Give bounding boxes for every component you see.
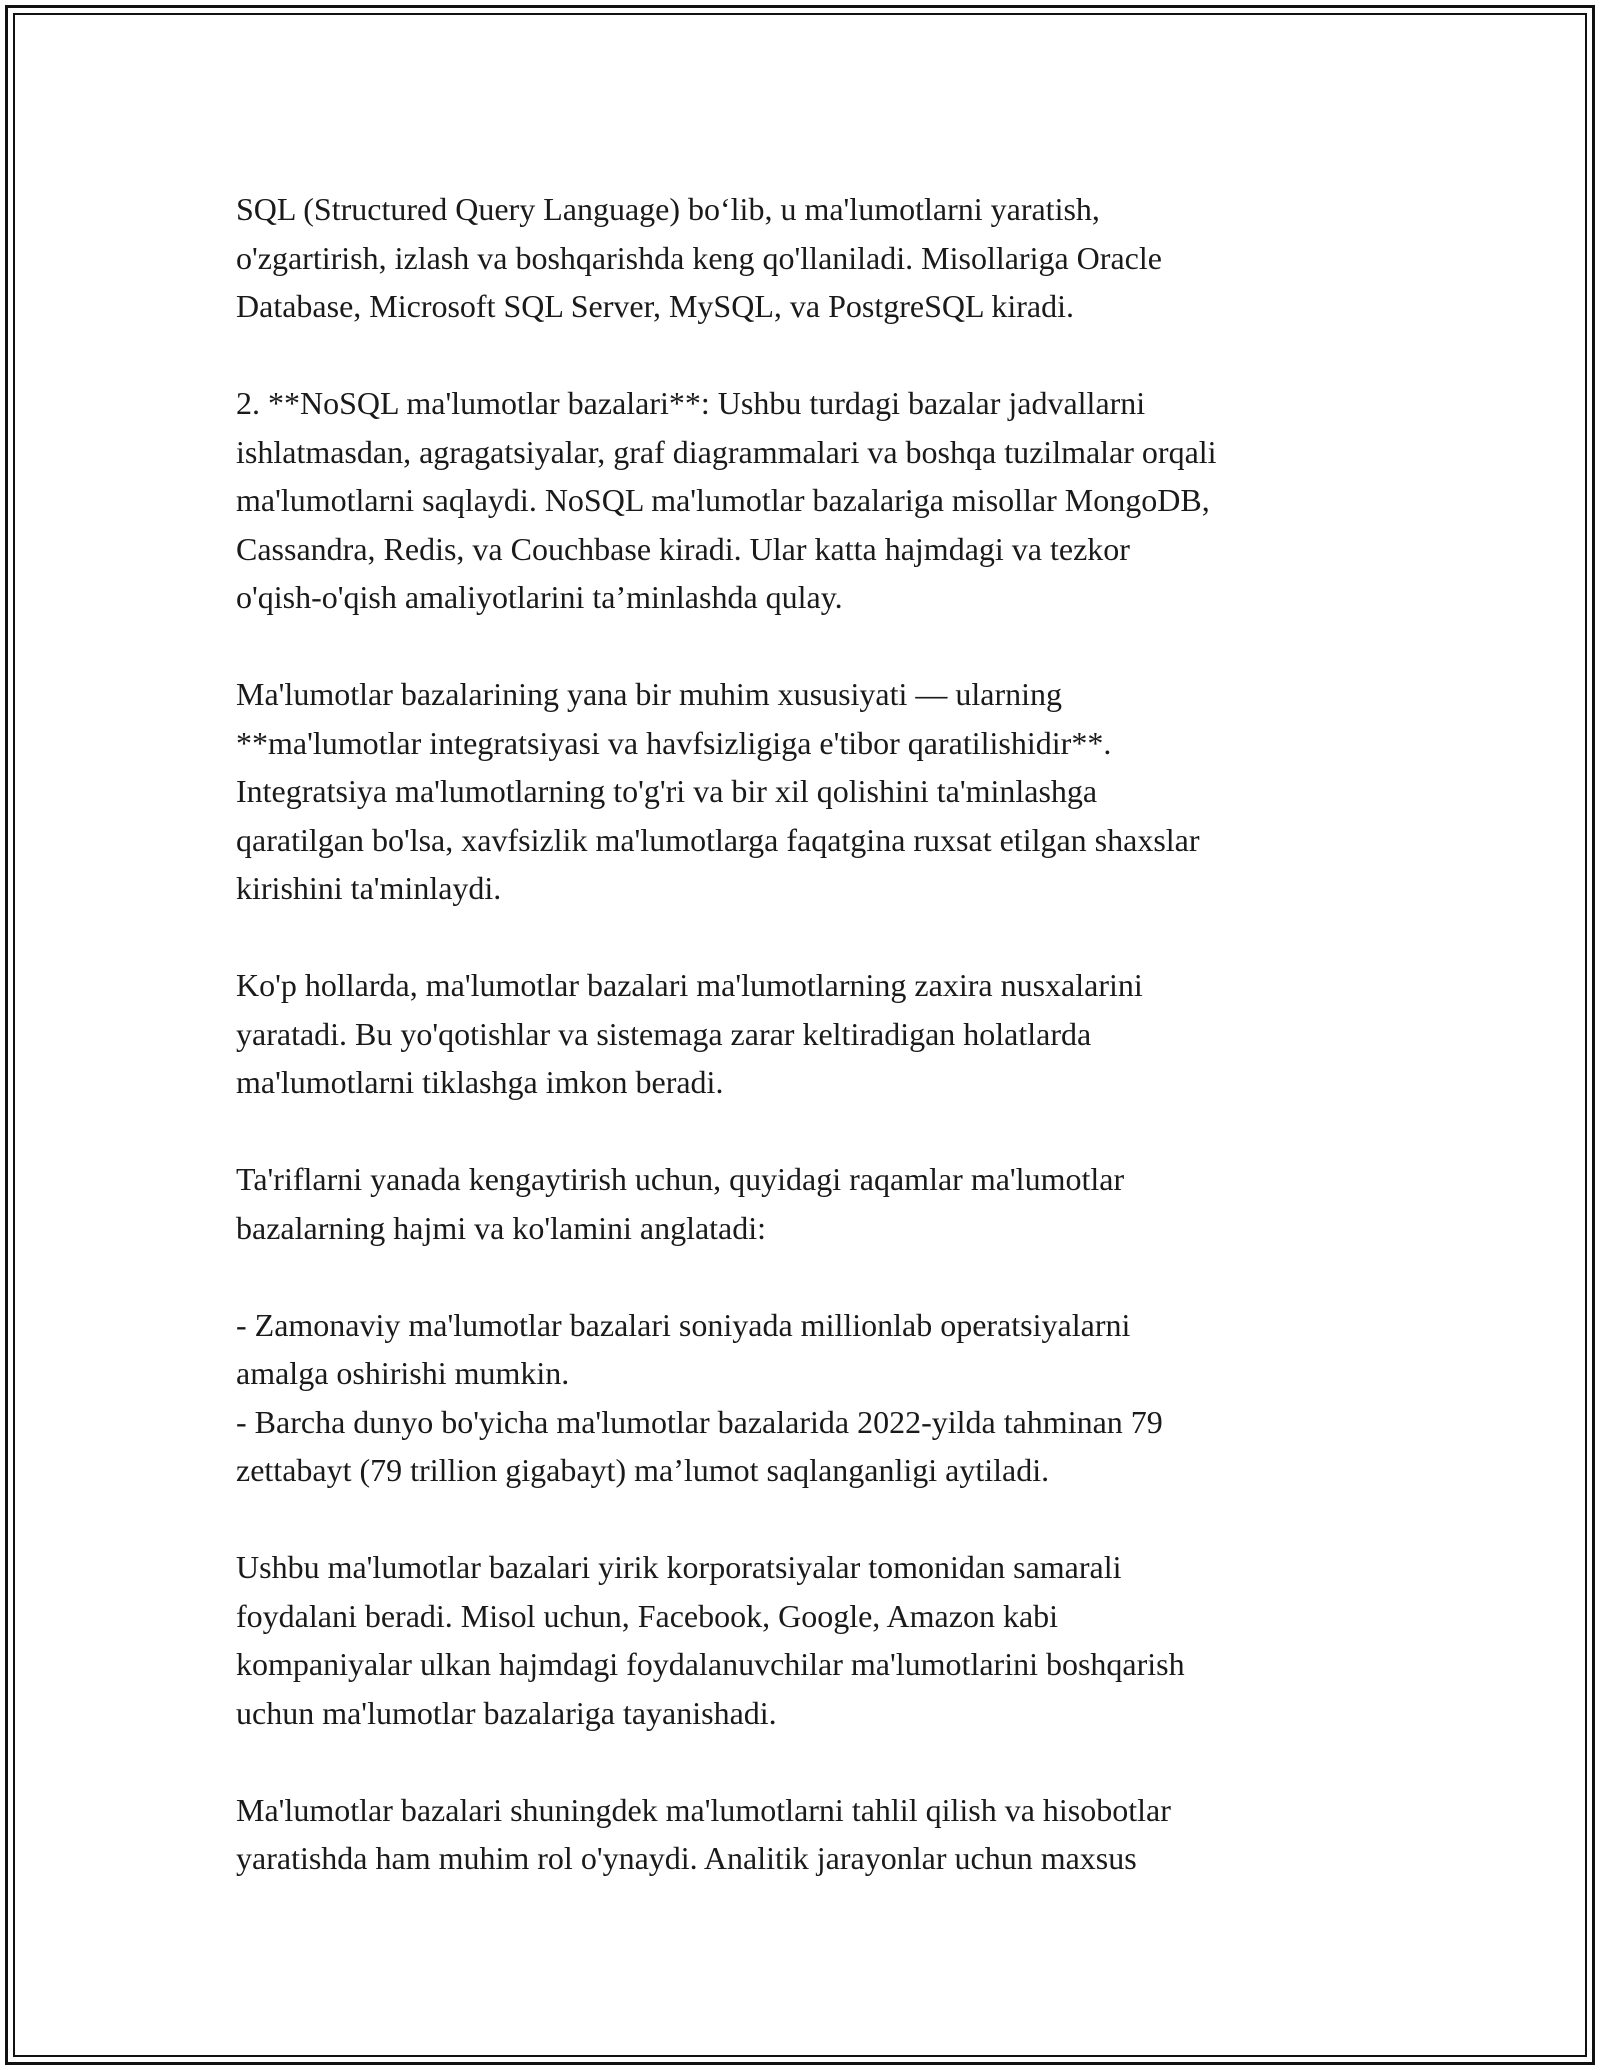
paragraph-nosql-databases: 2. **NoSQL ma'lumotlar bazalari**: Ushbu turdagi bazalar jadvallarni ishlatmasdan, agragatsiyalar, graf diagrammalari va boshqa tuzilmalar orqali ma'lumotlarni saqlaydi. NoSQL ma'lumotlar bazalariga misollar MongoDB, Cassandra, Redis, va Couchbase kiradi. Ular katta hajmdagi va tezkor o'qish-o'qish amaliyotlarini ta’minlashda qulay. — [236, 385, 1217, 615]
paragraph-scale-intro: Ta'riflarni yanada kengaytirish uchun, quyidagi raqamlar ma'lumotlar bazalarning hajmi va ko'lamini anglatadi: — [236, 1161, 1125, 1246]
paragraph-scale-bullets: - Zamonaviy ma'lumotlar bazalari soniyada millionlab operatsiyalarni amalga oshirishi mumkin. - Barcha dunyo bo'yicha ma'lumotlar bazalarida 2022-yilda tahminan 79 zettabayt (79 trillion gigabayt) ma’lumot saqlanganligi aytiladi. — [236, 1306, 1163, 1488]
document-body — [236, 185, 1396, 1883]
paragraph-corporations: Ushbu ma'lumotlar bazalari yirik korporatsiyalar tomonidan samarali foydalani beradi. Misol uchun, Facebook, Google, Amazon kabi kompaniyalar ulkan hajmdagi foydalanuvchilar ma'lumotlarini boshqarish uchun ma'lumotlar bazalariga tayanishadi. — [236, 1549, 1185, 1731]
paragraph-analytics: Ma'lumotlar bazalari shuningdek ma'lumotlarni tahlil qilish va hisobotlar yaratishda ham muhim rol o'ynaydi. Analitik jarayonlar uchun maxsus — [236, 1791, 1171, 1876]
paragraph-integration-security: Ma'lumotlar bazalarining yana bir muhim xususiyati — ularning **ma'lumotlar integratsiyasi va havfsizligiga e'tibor qaratilishidir**. Integratsiya ma'lumotlarning to'g'ri va bir xil qolishini ta'minlashga qaratilgan bo'lsa, xavfsizlik ma'lumotlarga faqatgina ruxsat etilgan shaxslar kirishini ta'minlaydi. — [236, 676, 1200, 906]
paragraph-backups: Ko'p hollarda, ma'lumotlar bazalari ma'lumotlarning zaxira nusxalarini yaratadi. Bu yo'qotishlar va sistemaga zarar keltiradigan holatlarda ma'lumotlarni tiklashga imkon beradi. — [236, 967, 1143, 1100]
paragraph-sql-description: SQL (Structured Query Language) bo‘lib, u ma'lumotlarni yaratish, o'zgartirish, izlash va boshqarishda keng qo'llaniladi. Misollariga Oracle Database, Microsoft SQL Server, MySQL, va PostgreSQL kiradi. — [236, 191, 1162, 324]
